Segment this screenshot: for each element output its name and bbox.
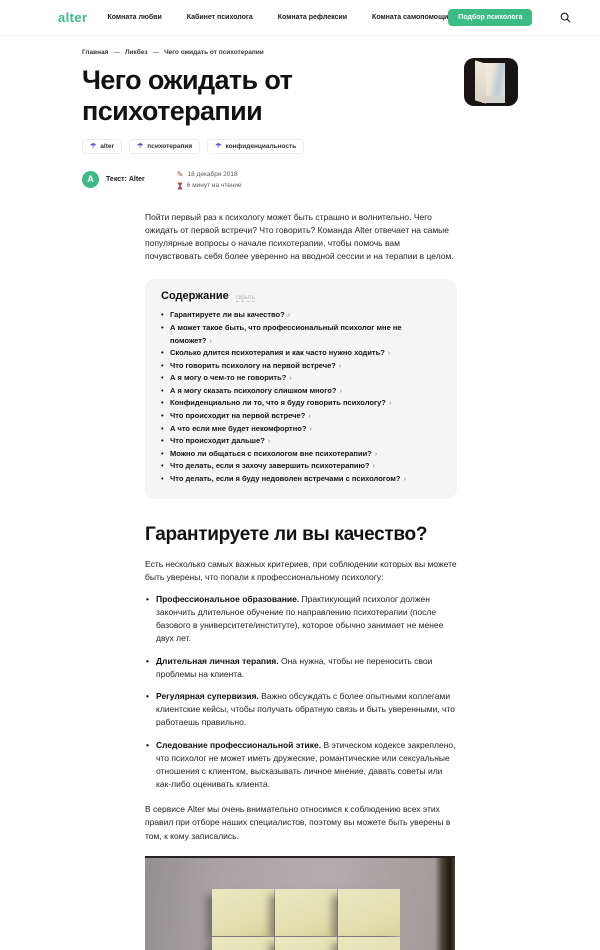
avatar: A [82,171,99,188]
toc-item-label: Гарантируете ли вы качество? [170,310,285,320]
toc-item[interactable] [170,385,441,398]
brand-logo[interactable]: alter [58,10,88,25]
list-item-term: Следование профессиональной этике. [156,739,322,750]
toc-item[interactable] [170,360,441,373]
toc-item[interactable] [170,423,441,436]
tag-label: alter [100,142,115,150]
chevron-right-icon: › [374,448,378,458]
toc-item[interactable] [170,448,441,461]
chevron-right-icon: › [309,423,312,433]
tag-list [82,139,600,154]
toc-item[interactable] [170,322,441,347]
chevron-right-icon: › [308,411,311,421]
toc-item[interactable] [170,473,441,486]
toc-item-label: А что если мне будет некомфортно? [170,423,307,433]
tag-icon: ☂ [137,142,144,150]
toc-item[interactable] [170,460,441,473]
read-time-row [177,182,242,190]
article-thumbnail-door-image [464,58,518,106]
hourglass-icon [177,182,183,190]
toc-item-label: Можно ли общаться с психологом вне психотерапии? [170,448,372,458]
toc-item[interactable] [170,309,441,322]
nav-item-love-room[interactable]: Комната любви [107,14,162,21]
toc-title: Содержание [161,290,229,303]
chevron-right-icon: › [287,310,291,320]
toc-item[interactable] [170,347,441,360]
list-item-term: Регулярная супервизия. [156,691,259,701]
sticky-note [338,937,400,950]
section-lead-paragraph: Есть несколько самых важных критериев, при соблюдении которых вы можете быть уверены, что попали к профессиональному психологу: [145,558,457,582]
list-item [156,690,457,730]
nav-item-selfhelp-room[interactable]: Комната самопомощи [372,14,449,21]
toc-item-label: А я могу сказать психологу слишком много? [170,385,337,395]
chevron-right-icon: › [403,474,406,484]
dark-wall-edge [435,856,455,950]
toc-item-label: Что делать, если я буду недоволен встречами с психологом? [170,474,401,484]
tag-alter[interactable] [82,139,122,154]
search-icon[interactable] [560,12,571,24]
toc-item-label: Что делать, если я захочу завершить психотерапию? [170,461,370,471]
toc-item[interactable] [170,397,441,410]
chevron-right-icon: › [267,436,271,446]
sticky-note [212,889,274,936]
toc-item-label: Конфиденциально ли то, что я буду говорить психологу? [170,398,386,408]
sticky-note [338,889,400,936]
toc-item-label: Что происходит на первой встрече? [170,411,306,421]
list-item-text: В этическом кодексе закреплено, что психолог не может иметь дружеские, романтические или сексуальные отношения с клиентом, высказывать личное мнение, давать советы или как-либо оценивать клиента. [156,739,456,790]
photo-top-edge [145,856,455,858]
chevron-right-icon: › [388,398,392,408]
publish-date-row [177,171,242,179]
intro-paragraph: Пойти первый раз к психологу может быть страшно и волнительно. Чего ожидать от первой встречи? Что говорить? Команда Alter отвечает на самые популярные вопросы о начале психотерапии, чтобы помочь вам почувствовать себя более уверенно на вводной сессии и на терапии в целом. [145,211,454,262]
publish-date: 18 декабря 2018 [187,171,238,179]
breadcrumb [82,49,600,56]
breadcrumb-current: Чего ожидать от психотерапии [164,49,264,56]
list-item [156,593,457,646]
page-title: Чего ожидать от психотерапии [82,65,293,127]
nav-item-reflection-room[interactable]: Комната рефлексии [277,14,348,21]
list-item-term: Профессиональное образование. [156,593,300,604]
chevron-right-icon: › [387,348,391,358]
list-item-text: Практикующий психолог должен закончить длительное обучение по направлению психотерапии (после базового в университете/институте), которое обычно занимает не менее двух лет. [156,593,444,644]
toc-item[interactable] [170,372,441,385]
list-item-term: Длительная личная терапия. [156,655,279,666]
byline [82,171,600,190]
nav-item-psychologist-office[interactable]: Кабинет психолога [186,14,253,21]
tag-label: психотерапия [147,142,193,150]
tag-label: конфиденциальность [225,142,297,150]
tag-confidentiality[interactable] [207,139,304,154]
list-item [156,655,457,681]
tag-icon: ☂ [215,142,222,150]
article-meta [177,171,242,190]
toc-item[interactable] [170,410,441,423]
toc-hide-toggle[interactable]: скрыть [235,295,255,302]
pencil-icon: ✎ [176,169,184,179]
toc-list [161,309,441,485]
toc-item-label: А может такое быть, что профессиональный психолог мне не поможет? [170,322,402,345]
table-of-contents [145,279,457,498]
breadcrumb-separator: — [113,49,120,56]
chevron-right-icon: › [209,335,212,345]
toc-header [161,290,441,302]
author-label: Текст: Alter [106,175,145,183]
section-outro-paragraph: В сервисе Alter мы очень внимательно относимся к соблюдению всех этих правил при отборе наших специалистов, поэтому вы можете быть уверены в том, к кому записались. [145,804,451,841]
chevron-right-icon: › [289,373,292,383]
find-psychologist-button[interactable]: Подбор психолога [448,9,532,26]
author [82,171,145,188]
toc-item-label: Сколько длится психотерапия и как часто нужно ходить? [170,348,385,358]
read-time: 6 минут на чтение [186,182,242,190]
list-item-text: Она нужна, чтобы не переносить свои проблемы на клиента. [156,655,433,679]
toc-item[interactable] [170,435,441,448]
toc-item-label: Что говорить психологу на первой встрече? [170,360,336,370]
toc-item-label: Что происходит дальше? [170,436,265,446]
criteria-list [145,593,457,791]
sticky-note [275,889,337,936]
door-floor-shape [482,96,505,103]
article-body [145,211,457,950]
navbar [0,0,600,36]
breadcrumb-separator: — [152,49,160,56]
breadcrumb-likbez[interactable]: Ликбез [124,49,148,56]
nav-links [107,14,448,21]
toc-item-label: А я могу о чем-то не говорить? [170,373,287,383]
tag-icon: ☂ [90,142,97,150]
tag-psychotherapy[interactable] [129,139,200,154]
list-item-text: Важно обсуждать с более опытными коллегами клиентские кейсы, чтобы получать обратную связь и быть уверенными, что работаешь правильно. [156,691,456,728]
sticky-note [212,937,274,950]
chevron-right-icon: › [339,385,342,395]
chevron-right-icon: › [338,360,342,370]
list-item [156,739,457,792]
article-photo-sticky-notes [145,856,455,950]
chevron-right-icon: › [372,461,375,471]
breadcrumb-home[interactable]: Главная [82,49,109,56]
sticky-note [275,937,337,950]
section-heading: Гарантируете ли вы качество? [145,523,428,545]
